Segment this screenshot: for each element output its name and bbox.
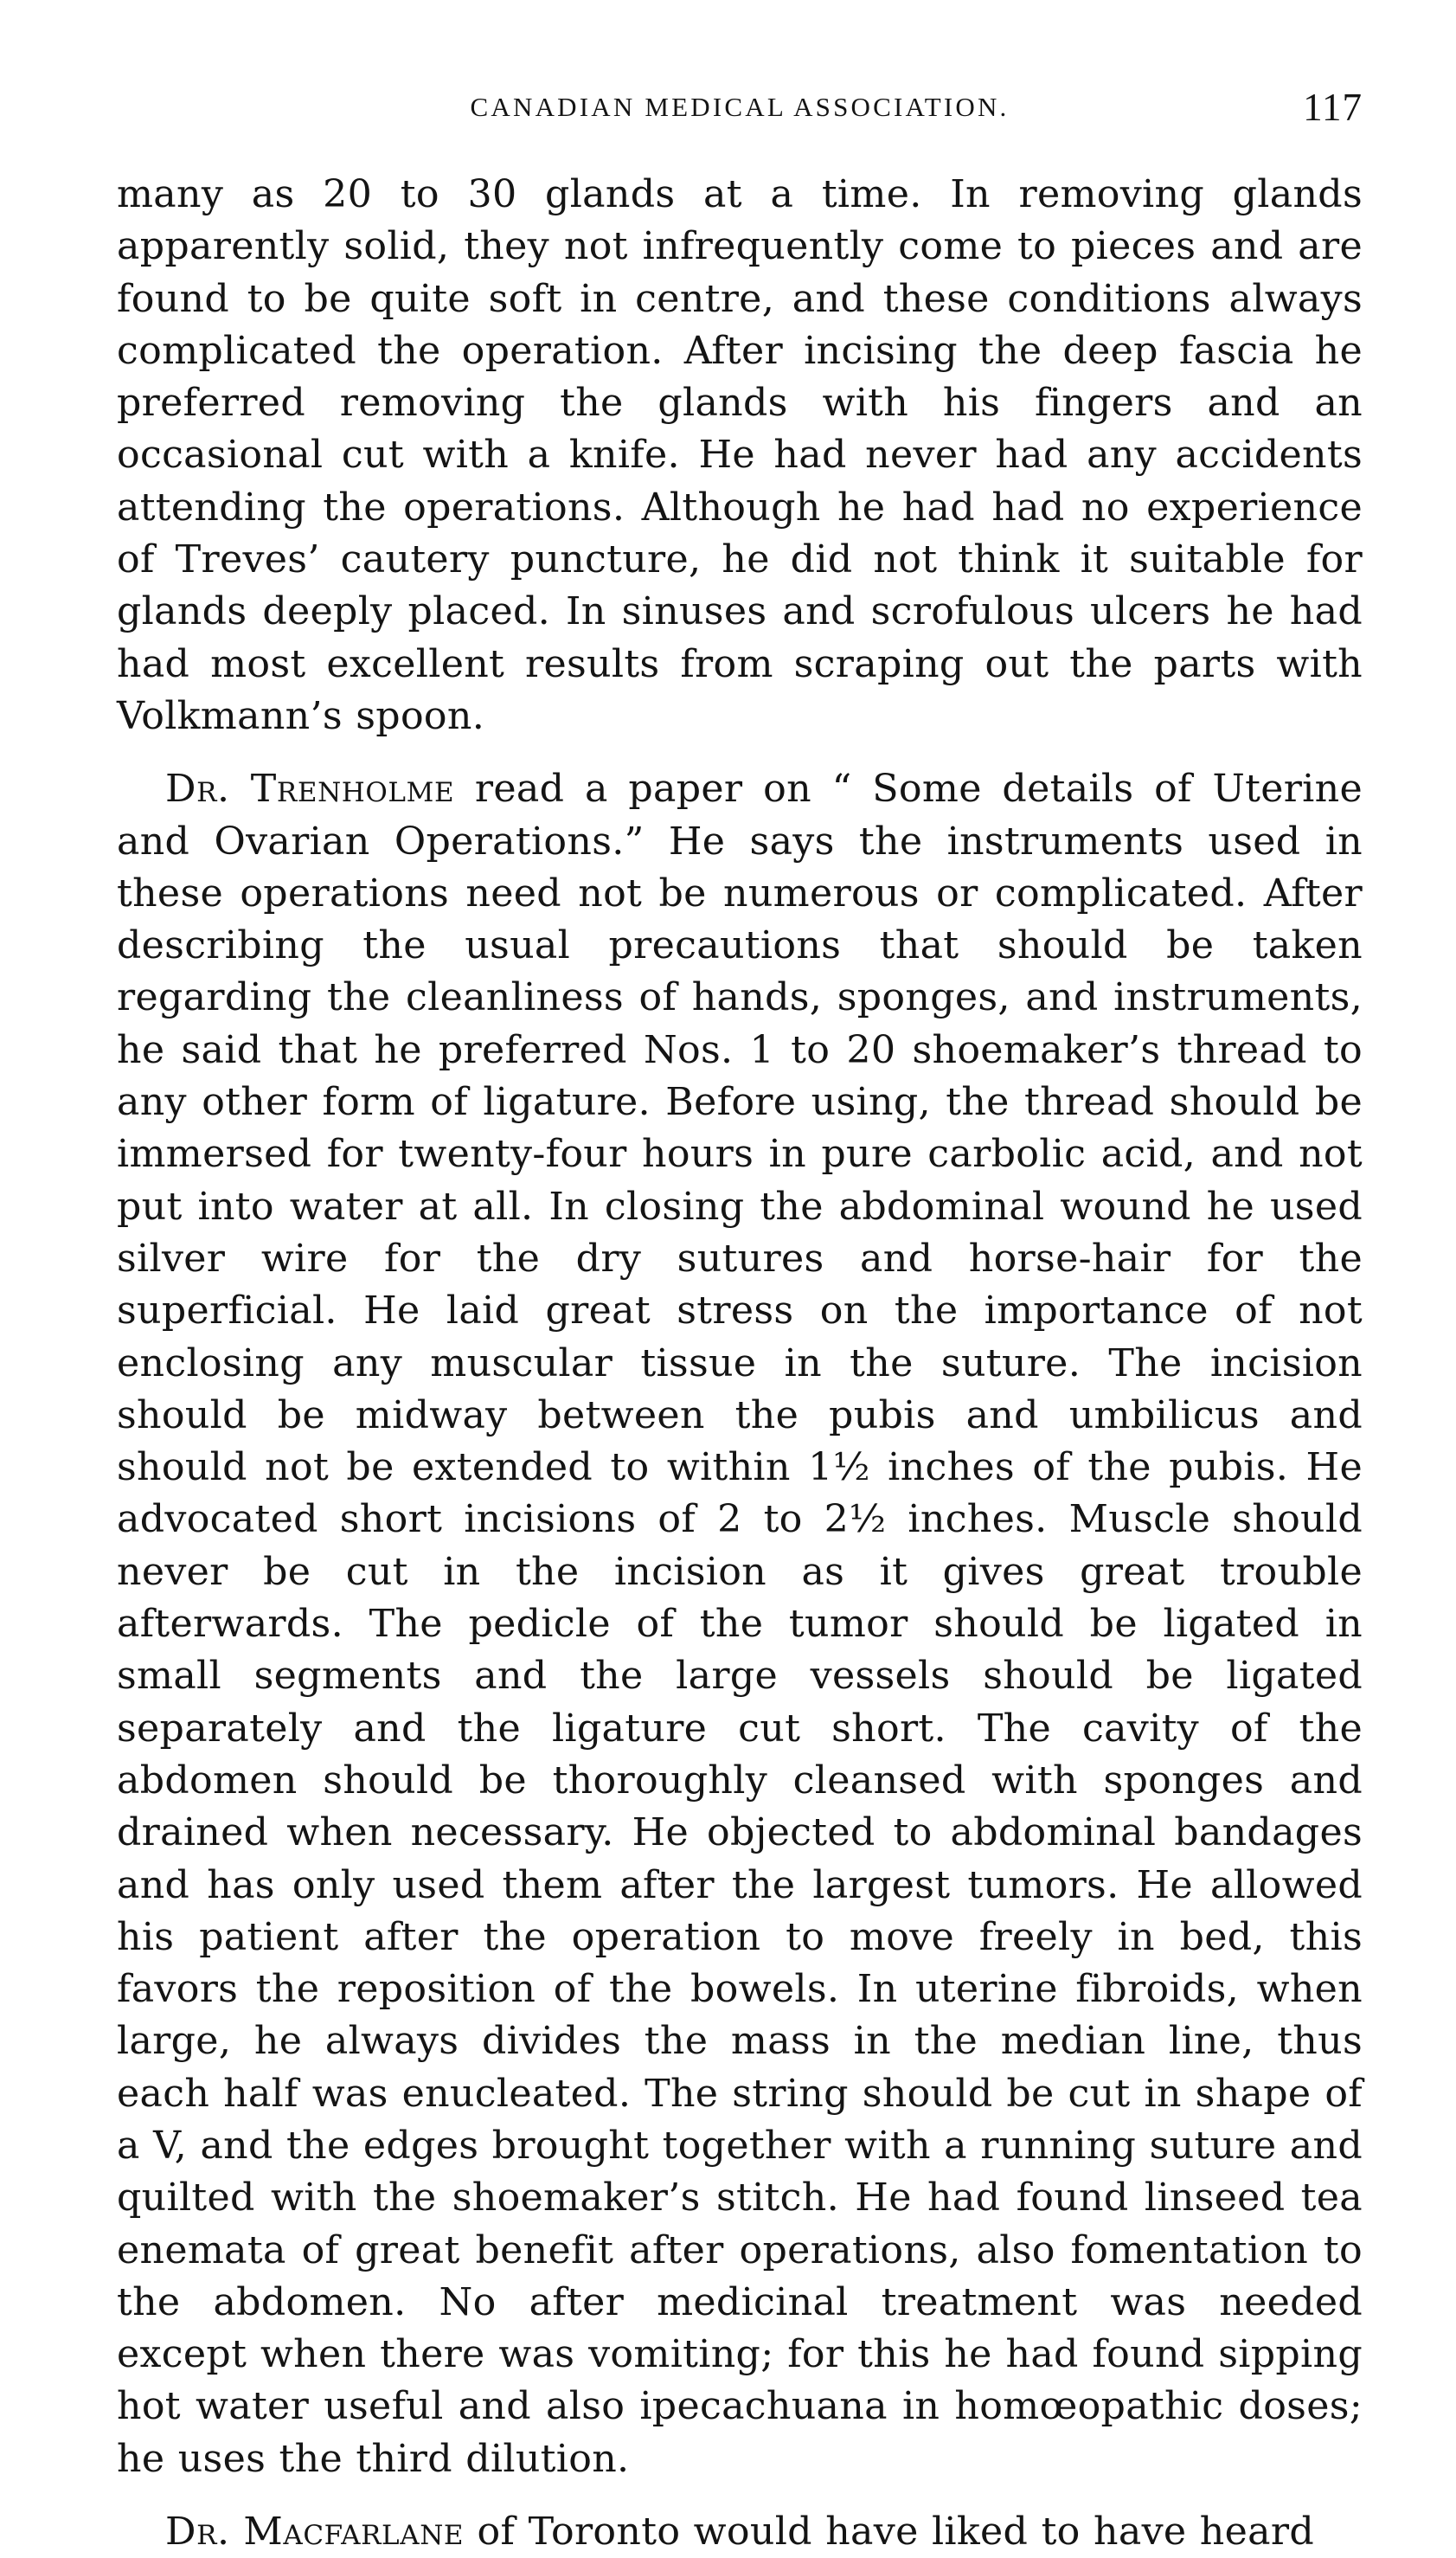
running-title: CANADIAN MEDICAL ASSOCIATION. (470, 92, 1010, 122)
page-number: 117 (1303, 86, 1363, 129)
body-text (117, 169, 1363, 2558)
paragraph-macfarlane (117, 2506, 1363, 2558)
speaker-name: Dr. Trenholme (165, 767, 455, 812)
paragraph-continuation (117, 169, 1363, 742)
paragraph-text: of Toronto would have liked to have heard (464, 2510, 1314, 2555)
paragraph-trenholme (117, 763, 1363, 2485)
paragraph-text: many as 20 to 30 glands at a time. In removing glands apparently solid, they not infrequently come to pieces and are found to be quite soft in centre, and these conditions always complicated the operation. After incising the deep fascia he preferred removing the glands with his fingers and an occasional cut with a knife. He had never had any accidents attending the operations. Although he had had no experience of Treves’ cautery puncture, he did not think it suitable for glands deeply placed. In sinuses and scrofulous ulcers he had had most excellent results from scraping out the parts with Volkmann’s spoon. (117, 172, 1363, 738)
speaker-name: Dr. Macfarlane (165, 2510, 465, 2555)
running-header (117, 83, 1363, 135)
paragraph-text: read a paper on “ Some details of Uterine and Ovarian Operations.” He says the instruments used in these operations need not be numerous or complicated. After describing the usual precautions that should be taken regarding the cleanliness of hands, sponges, and instruments, he said that he preferred Nos. 1 to 20 shoemaker’s thread to any other form of ligature. Before using, the thread should be immersed for twenty-four hours in pure carbolic acid, and not put into water at all. In closing the abdominal wound he used silver wire for the dry sutures and horse-hair for the superficial. He laid great stress on the importance of not enclosing any muscular tissue in the suture. The incision should be midway between the pubis and umbilicus and should not be extended to within 1½ inches of the pubis. He advocated short incisions of 2 to 2½ inches. Muscle should never be cut in the incision as it gives great trouble afterwards. The pedicle of the tumor should be ligated in small segments and the large vessels should be ligated separately and the ligature cut short. The cavity of the abdomen should be thoroughly cleansed with sponges and drained when necessary. He objected to abdominal bandages and has only used them after the largest tumors. He allowed his patient after the operation to move freely in bed, this favors the reposition of the bowels. In uterine fibroids, when large, he always divides the mass in the median line, thus each half was enucleated. The string should be cut in shape of a V, and the edges brought together with a running suture and quilted with the shoemaker’s stitch. He had found linseed tea enemata of great benefit after operations, also fomentation to the abdomen. No after medicinal treatment was needed except when there was vomiting; for this he had found sipping hot water useful and also ipecachuana in homœopathic doses; he uses the third dilution. (117, 767, 1363, 2481)
